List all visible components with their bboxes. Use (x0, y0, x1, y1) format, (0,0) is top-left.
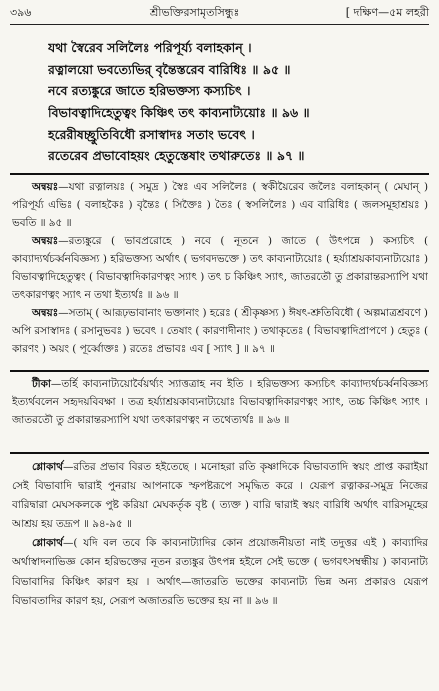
shlokartha-section (12, 458, 428, 686)
shlokartha-paragraph (12, 534, 428, 610)
running-title: শ্রীভক্তিরসামৃতসিন্ধুঃ (150, 6, 240, 19)
section-divider (10, 452, 429, 454)
verse-line: রতেরেব প্রভাবোহয়ং হেতুস্তেষাং তথারুতেঃ ॥ ৯৭ ॥ (48, 148, 305, 164)
verse-line: রত্নালয়ো ভবত্যেভির্ বৃন্তৈস্তরেব বারিধিঃ ॥ ৯৫ ॥ (48, 61, 291, 77)
tika-label: টীকা (32, 378, 51, 390)
anvaya-label: অন্বয়ঃ (32, 307, 59, 319)
verse-line: হরেরীষচ্ছ্রুতিবিধৌ রসাস্বাদঃ সতাং ভবেৎ । (48, 126, 255, 142)
sanskrit-verses (48, 37, 428, 167)
anvaya-paragraph (12, 232, 428, 304)
running-header (10, 4, 429, 22)
verse-line: নবে রত্যঙ্কুরে জাতে হরিভক্তস্য কস্যচিৎ । (48, 83, 251, 99)
header-rule (10, 24, 429, 25)
tika-paragraph (12, 375, 428, 429)
shlokartha-paragraph (12, 458, 428, 534)
anvaya-paragraph (12, 304, 428, 358)
section-divider (10, 370, 429, 372)
shlokartha-label: শ্লোকার্থ (32, 461, 64, 473)
anvaya-paragraph (12, 178, 428, 232)
anvaya-text: —সতাম্ ( আরূঢ়ভাবানাং ভক্তানাং ) হরেঃ ( শ্রীকৃষ্ণস্য ) ঈষৎ-শ্রুতিবিধৌ ( অল্পমাত্রশ্রবণে ) অপি রসাস্বাদঃ ( রসানুভবঃ ) ভবেৎ । তেষাং ( কারণাদীনাং ) তথাকৃতেঃ ( বিভাবত্বাদিপ্রাপণে ) হেতুঃ ( কারণং ) অয়ং ( পূর্ব্বোক্তঃ ) রতেঃ প্রভাবঃ এব [ স্যাৎ ] ॥ ৯৭ ॥ (12, 307, 428, 355)
anvaya-label: অন্বয়ঃ (32, 235, 59, 247)
anvaya-section (12, 178, 428, 368)
tika-section (12, 375, 428, 451)
chapter-label: [ দক্ষিণ—৫ম লহরী (345, 6, 429, 19)
verse-line: বিভাবত্বাদিহেতুত্বং কিঞ্চিৎ তৎ কাব্যনাট্যয়োঃ ॥ ৯৬ ॥ (48, 105, 310, 121)
page-number: ৩৯৬ (10, 6, 32, 19)
anvaya-label: অন্বয়ঃ (32, 181, 59, 193)
anvaya-text: —রত্যঙ্কুরে ( ভাবপ্ররোহে ) নবে ( নূতনে ) জাতে ( উৎপন্নে ) কস্যচিৎ ( কাব্যাদ্যর্থচর্ব্বনবিজ্ঞস্য ) হরিভক্তস্য অর্থাৎ ( ভগবদভক্তে ) তৎ কাব্যনাট্যয়োঃ ( হর্য্যাশ্রয়কাব্যনাট্যয়োঃ ) বিভাবত্বাদিহেতুত্বং ( বিভাবত্বাদিকারণত্বং স্যাৎ ) তৎ চ কিঞ্চিৎ স্যাৎ, জাতরতৌ তু প্রকারান্তরস্যাপি যথা তৎকারণত্বং স্যাৎ ন তথা ইত্যর্থঃ ॥ ৯৬ ॥ (12, 235, 428, 301)
shlokartha-text: —রতির প্রভাব বিরত হইতেছে । মনোহরা রতি কৃষ্ণাদিকে বিভাবতাদি স্বয়ং প্রাপ্ত করাইয়া সেই বিভাবাদি দ্বারাই পুনরায় আপনাকে স্ফপষ্টরূপে সমৃদ্ধিত করে । যেরূপ রত্নাকর-সমুদ্র নিজের বারিদ্বারা মেঘসকলকে পুষ্ট করিয়া মেঘকর্তৃক বৃষ্ট ( ত্যক্ত ) বারি দ্বারাই স্বয়ং বারিধি অর্থাৎ বারিসমূহের আশ্রয় হয় তদ্রূপ ॥ ৯৪-৯৫ ॥ (12, 461, 428, 531)
anvaya-text: —যথা রত্নালয়ঃ ( সমুদ্র ) স্বৈঃ এব সলিলৈঃ ( স্বকীয়ৈরেব জলৈঃ বলাহকান্ ( মেঘান্ ) পরিপূর্য্য এভিঃ ( বলাহকৈঃ ) বৃন্তৈঃ ( সিক্তৈঃ ) তৈঃ ( স্বসলিলৈঃ ) এব বারিধিঃ ( জলসমূহাশ্রয়ঃ ) ভবতি ॥ ৯৫ ॥ (12, 181, 428, 229)
tika-text: —তর্হি কাব্যনাট্যয়োর্বৈয়র্থ্যং স্যাত্তত্রাহ নব ইতি । হরিভক্তস্য কস্যচিৎ কাব্যাদ্যর্থচর্ব্বনবিজ্ঞস্য ইত্যর্থবলেন সহৃদয়বিবক্ষা । তত্র হর্য্যাশ্রয়কাব্যনাট্যয়োঃ বিভাবত্বাদিকারণত্বং স্যাৎ, তচ্চ কিঞ্চিৎ স্যাৎ । জাতরতৌ তু প্রকারান্তরস্যাপি যথা তৎকারণত্বং ন তথেত্যর্থঃ ॥ ৯৬ ॥ (12, 378, 428, 426)
shlokartha-text: —( যদি বল তবে কি কাব্যনাট্যাদির কোন প্রয়োজনীয়তা নাই তদুত্তর এই ) কাব্যাদির অর্থাস্বাদনাভিজ্ঞ কোন হরিভক্তের নূতন রত্যঙ্কুর উৎপন্ন হইলে সেই ভক্তে ( ভগবৎসম্বন্ধীয় ) কাব্যনাট্য বিভাবাদির কিঞ্চিৎ কারণ হয় । অর্থাৎ—জাতরতি ভক্তের কাব্যনাট্য ভিন্ন অন্য প্রকারও যেরূপ বিভাবতাদির কারণ হয়, সেরূপ অজাতরতি ভক্তের হয় না ॥ ৯৬ ॥ (12, 537, 428, 607)
shlokartha-label: শ্লোকার্থ (32, 537, 64, 550)
verse-line: যথা স্বৈরেব সলিলৈঃ পরিপূর্য্য বলাহকান্ । (48, 40, 252, 55)
section-divider (10, 173, 429, 175)
